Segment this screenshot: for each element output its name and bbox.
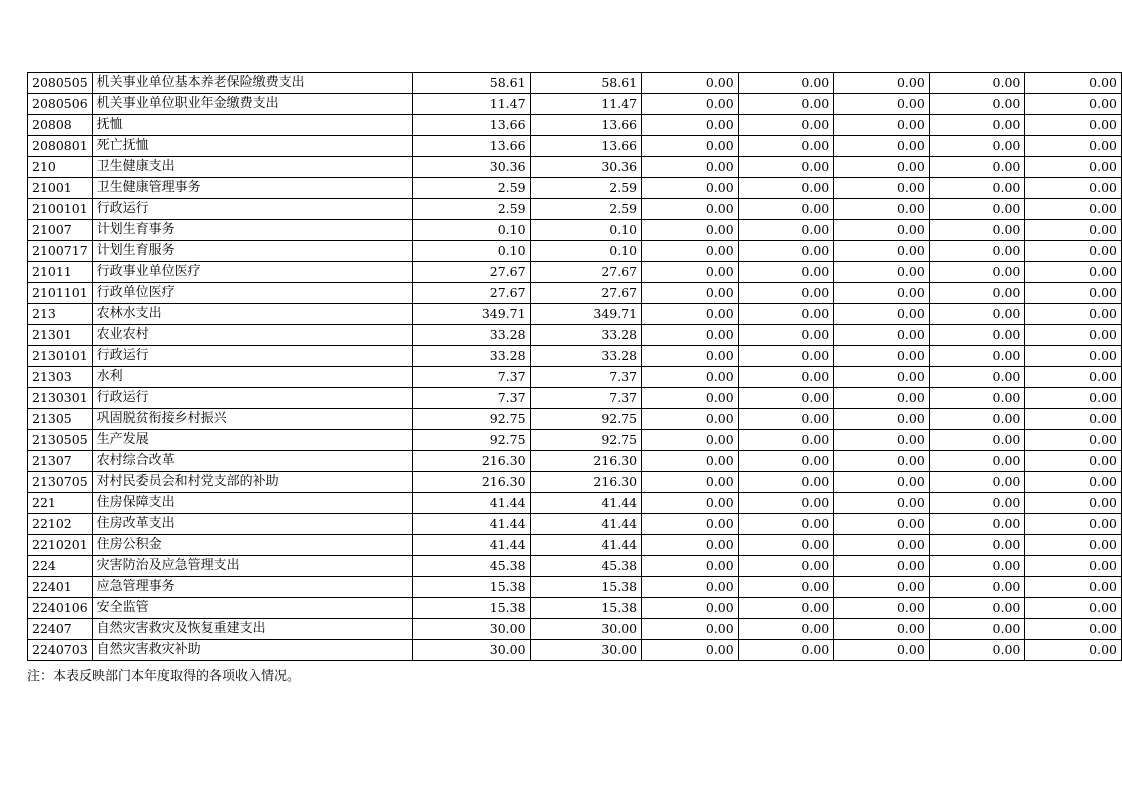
col-3-cell: 0.00 [642,514,739,535]
total-cell: 0.10 [413,241,530,262]
col-3-cell: 0.00 [642,115,739,136]
col-4-cell: 0.00 [738,136,834,157]
col-7-cell: 0.00 [1025,157,1122,178]
fiscal-appropriation-cell: 2.59 [530,199,642,220]
col-3-cell: 0.00 [642,346,739,367]
col-7-cell: 0.00 [1025,94,1122,115]
subject-name-cell: 卫生健康管理事务 [92,178,412,199]
col-4-cell: 0.00 [738,535,834,556]
col-7-cell: 0.00 [1025,640,1122,661]
subject-name-cell: 行政运行 [92,346,412,367]
subject-name-cell: 死亡抚恤 [92,136,412,157]
subject-code-cell: 22102 [28,514,93,535]
col-6-cell: 0.00 [929,73,1025,94]
table-row [28,577,1122,598]
fiscal-appropriation-cell: 0.10 [530,241,642,262]
col-6-cell: 0.00 [929,94,1025,115]
col-6-cell: 0.00 [929,199,1025,220]
col-7-cell: 0.00 [1025,493,1122,514]
col-4-cell: 0.00 [738,514,834,535]
subject-code-cell: 21305 [28,409,93,430]
fiscal-appropriation-cell: 7.37 [530,388,642,409]
table-row [28,388,1122,409]
subject-code-cell: 22407 [28,619,93,640]
col-3-cell: 0.00 [642,241,739,262]
total-cell: 13.66 [413,115,530,136]
subject-name-cell: 自然灾害救灾补助 [92,640,412,661]
table-row [28,556,1122,577]
col-7-cell: 0.00 [1025,409,1122,430]
col-7-cell: 0.00 [1025,430,1122,451]
col-4-cell: 0.00 [738,577,834,598]
subject-name-cell: 对村民委员会和村党支部的补助 [92,472,412,493]
col-4-cell: 0.00 [738,409,834,430]
col-5-cell: 0.00 [834,556,930,577]
table-row [28,409,1122,430]
col-7-cell: 0.00 [1025,388,1122,409]
col-3-cell: 0.00 [642,73,739,94]
col-7-cell: 0.00 [1025,304,1122,325]
subject-name-cell: 灾害防治及应急管理支出 [92,556,412,577]
col-5-cell: 0.00 [834,178,930,199]
col-4-cell: 0.00 [738,73,834,94]
subject-name-cell: 应急管理事务 [92,577,412,598]
subject-name-cell: 计划生育事务 [92,220,412,241]
col-7-cell: 0.00 [1025,535,1122,556]
subject-code-cell: 2130505 [28,430,93,451]
table-row [28,367,1122,388]
table-row [28,325,1122,346]
subject-name-cell: 安全监管 [92,598,412,619]
col-4-cell: 0.00 [738,283,834,304]
table-row [28,199,1122,220]
col-3-cell: 0.00 [642,325,739,346]
subject-code-cell: 2130301 [28,388,93,409]
col-3-cell: 0.00 [642,262,739,283]
col-3-cell: 0.00 [642,94,739,115]
fiscal-appropriation-cell: 13.66 [530,136,642,157]
fiscal-appropriation-cell: 349.71 [530,304,642,325]
col-6-cell: 0.00 [929,262,1025,283]
col-6-cell: 0.00 [929,430,1025,451]
subject-name-cell: 行政事业单位医疗 [92,262,412,283]
total-cell: 30.36 [413,157,530,178]
col-4-cell: 0.00 [738,220,834,241]
table-row [28,178,1122,199]
col-5-cell: 0.00 [834,115,930,136]
subject-name-cell: 水利 [92,367,412,388]
col-5-cell: 0.00 [834,535,930,556]
subject-code-cell: 2240703 [28,640,93,661]
col-4-cell: 0.00 [738,325,834,346]
col-4-cell: 0.00 [738,115,834,136]
col-5-cell: 0.00 [834,283,930,304]
subject-name-cell: 行政运行 [92,388,412,409]
col-6-cell: 0.00 [929,451,1025,472]
col-7-cell: 0.00 [1025,325,1122,346]
fiscal-appropriation-cell: 30.00 [530,619,642,640]
total-cell: 7.37 [413,388,530,409]
col-4-cell: 0.00 [738,157,834,178]
subject-code-cell: 2101101 [28,283,93,304]
subject-code-cell: 21307 [28,451,93,472]
table-row [28,451,1122,472]
fiscal-appropriation-cell: 92.75 [530,430,642,451]
col-6-cell: 0.00 [929,325,1025,346]
col-6-cell: 0.00 [929,115,1025,136]
col-7-cell: 0.00 [1025,199,1122,220]
subject-name-cell: 农业农村 [92,325,412,346]
col-5-cell: 0.00 [834,409,930,430]
col-3-cell: 0.00 [642,157,739,178]
col-5-cell: 0.00 [834,493,930,514]
col-4-cell: 0.00 [738,556,834,577]
col-5-cell: 0.00 [834,346,930,367]
col-5-cell: 0.00 [834,451,930,472]
col-5-cell: 0.00 [834,640,930,661]
col-5-cell: 0.00 [834,241,930,262]
table-row [28,94,1122,115]
col-7-cell: 0.00 [1025,514,1122,535]
subject-code-cell: 22401 [28,577,93,598]
total-cell: 11.47 [413,94,530,115]
subject-name-cell: 住房公积金 [92,535,412,556]
table-row [28,304,1122,325]
total-cell: 30.00 [413,619,530,640]
table-row [28,220,1122,241]
subject-code-cell: 21303 [28,367,93,388]
col-5-cell: 0.00 [834,325,930,346]
table-row [28,346,1122,367]
subject-code-cell: 21001 [28,178,93,199]
col-7-cell: 0.00 [1025,178,1122,199]
col-3-cell: 0.00 [642,136,739,157]
col-6-cell: 0.00 [929,241,1025,262]
col-5-cell: 0.00 [834,262,930,283]
col-5-cell: 0.00 [834,577,930,598]
total-cell: 41.44 [413,514,530,535]
col-3-cell: 0.00 [642,556,739,577]
col-7-cell: 0.00 [1025,136,1122,157]
col-4-cell: 0.00 [738,178,834,199]
col-6-cell: 0.00 [929,472,1025,493]
table-row [28,598,1122,619]
fiscal-appropriation-cell: 216.30 [530,451,642,472]
table-row [28,430,1122,451]
col-6-cell: 0.00 [929,283,1025,304]
fiscal-appropriation-cell: 41.44 [530,514,642,535]
col-6-cell: 0.00 [929,577,1025,598]
subject-code-cell: 2130705 [28,472,93,493]
subject-name-cell: 行政运行 [92,199,412,220]
col-6-cell: 0.00 [929,535,1025,556]
subject-code-cell: 2080506 [28,94,93,115]
col-5-cell: 0.00 [834,514,930,535]
fiscal-appropriation-cell: 30.00 [530,640,642,661]
col-5-cell: 0.00 [834,367,930,388]
total-cell: 33.28 [413,325,530,346]
table-row [28,241,1122,262]
table-row [28,493,1122,514]
col-5-cell: 0.00 [834,430,930,451]
col-6-cell: 0.00 [929,619,1025,640]
subject-name-cell: 卫生健康支出 [92,157,412,178]
table-note: 注：本表反映部门本年度取得的各项收入情况。 [27,669,301,684]
income-table [27,72,1122,661]
subject-code-cell: 2100101 [28,199,93,220]
fiscal-appropriation-cell: 41.44 [530,493,642,514]
col-5-cell: 0.00 [834,598,930,619]
table-row [28,472,1122,493]
col-3-cell: 0.00 [642,199,739,220]
subject-name-cell: 住房保障支出 [92,493,412,514]
col-7-cell: 0.00 [1025,262,1122,283]
col-4-cell: 0.00 [738,262,834,283]
col-7-cell: 0.00 [1025,346,1122,367]
col-6-cell: 0.00 [929,346,1025,367]
subject-name-cell: 农村综合改革 [92,451,412,472]
col-3-cell: 0.00 [642,493,739,514]
subject-code-cell: 221 [28,493,93,514]
total-cell: 216.30 [413,451,530,472]
total-cell: 30.00 [413,640,530,661]
col-4-cell: 0.00 [738,367,834,388]
col-4-cell: 0.00 [738,346,834,367]
col-4-cell: 0.00 [738,388,834,409]
col-7-cell: 0.00 [1025,241,1122,262]
subject-code-cell: 224 [28,556,93,577]
total-cell: 15.38 [413,598,530,619]
subject-code-cell: 2130101 [28,346,93,367]
col-4-cell: 0.00 [738,304,834,325]
fiscal-appropriation-cell: 30.36 [530,157,642,178]
col-5-cell: 0.00 [834,388,930,409]
col-6-cell: 0.00 [929,157,1025,178]
fiscal-appropriation-cell: 92.75 [530,409,642,430]
col-3-cell: 0.00 [642,598,739,619]
col-3-cell: 0.00 [642,367,739,388]
subject-name-cell: 生产发展 [92,430,412,451]
fiscal-appropriation-cell: 15.38 [530,577,642,598]
col-5-cell: 0.00 [834,472,930,493]
total-cell: 33.28 [413,346,530,367]
subject-code-cell: 21007 [28,220,93,241]
subject-code-cell: 21301 [28,325,93,346]
col-6-cell: 0.00 [929,598,1025,619]
col-5-cell: 0.00 [834,157,930,178]
table-row [28,262,1122,283]
col-7-cell: 0.00 [1025,472,1122,493]
col-6-cell: 0.00 [929,556,1025,577]
total-cell: 45.38 [413,556,530,577]
col-6-cell: 0.00 [929,220,1025,241]
total-cell: 15.38 [413,577,530,598]
table-row [28,283,1122,304]
col-7-cell: 0.00 [1025,598,1122,619]
total-cell: 41.44 [413,493,530,514]
col-3-cell: 0.00 [642,220,739,241]
fiscal-appropriation-cell: 33.28 [530,346,642,367]
col-5-cell: 0.00 [834,199,930,220]
fiscal-appropriation-cell: 41.44 [530,535,642,556]
col-3-cell: 0.00 [642,640,739,661]
subject-name-cell: 计划生育服务 [92,241,412,262]
table-row [28,115,1122,136]
total-cell: 7.37 [413,367,530,388]
col-5-cell: 0.00 [834,94,930,115]
col-7-cell: 0.00 [1025,619,1122,640]
col-6-cell: 0.00 [929,178,1025,199]
total-cell: 349.71 [413,304,530,325]
subject-code-cell: 2080505 [28,73,93,94]
col-4-cell: 0.00 [738,472,834,493]
col-3-cell: 0.00 [642,304,739,325]
subject-name-cell: 机关事业单位基本养老保险缴费支出 [92,73,412,94]
subject-name-cell: 抚恤 [92,115,412,136]
table-row [28,73,1122,94]
subject-code-cell: 2080801 [28,136,93,157]
subject-code-cell: 2210201 [28,535,93,556]
total-cell: 0.10 [413,220,530,241]
col-3-cell: 0.00 [642,577,739,598]
col-6-cell: 0.00 [929,304,1025,325]
col-3-cell: 0.00 [642,619,739,640]
col-5-cell: 0.00 [834,619,930,640]
col-4-cell: 0.00 [738,640,834,661]
total-cell: 58.61 [413,73,530,94]
fiscal-appropriation-cell: 33.28 [530,325,642,346]
subject-name-cell: 行政单位医疗 [92,283,412,304]
fiscal-appropriation-cell: 7.37 [530,367,642,388]
col-5-cell: 0.00 [834,304,930,325]
col-7-cell: 0.00 [1025,73,1122,94]
subject-name-cell: 农林水支出 [92,304,412,325]
col-5-cell: 0.00 [834,73,930,94]
fiscal-appropriation-cell: 45.38 [530,556,642,577]
col-6-cell: 0.00 [929,367,1025,388]
col-6-cell: 0.00 [929,514,1025,535]
col-4-cell: 0.00 [738,451,834,472]
col-7-cell: 0.00 [1025,115,1122,136]
col-4-cell: 0.00 [738,199,834,220]
col-4-cell: 0.00 [738,619,834,640]
col-4-cell: 0.00 [738,241,834,262]
fiscal-appropriation-cell: 216.30 [530,472,642,493]
fiscal-appropriation-cell: 27.67 [530,262,642,283]
subject-code-cell: 20808 [28,115,93,136]
col-4-cell: 0.00 [738,94,834,115]
subject-name-cell: 机关事业单位职业年金缴费支出 [92,94,412,115]
subject-code-cell: 210 [28,157,93,178]
col-5-cell: 0.00 [834,136,930,157]
fiscal-appropriation-cell: 0.10 [530,220,642,241]
subject-code-cell: 21011 [28,262,93,283]
subject-code-cell: 213 [28,304,93,325]
col-3-cell: 0.00 [642,451,739,472]
fiscal-appropriation-cell: 13.66 [530,115,642,136]
subject-code-cell: 2100717 [28,241,93,262]
col-3-cell: 0.00 [642,472,739,493]
col-3-cell: 0.00 [642,178,739,199]
subject-code-cell: 2240106 [28,598,93,619]
col-7-cell: 0.00 [1025,451,1122,472]
subject-name-cell: 住房改革支出 [92,514,412,535]
col-6-cell: 0.00 [929,640,1025,661]
col-5-cell: 0.00 [834,220,930,241]
total-cell: 13.66 [413,136,530,157]
col-7-cell: 0.00 [1025,220,1122,241]
col-3-cell: 0.00 [642,283,739,304]
table-row [28,157,1122,178]
income-table-body [28,73,1122,661]
col-3-cell: 0.00 [642,409,739,430]
fiscal-appropriation-cell: 2.59 [530,178,642,199]
total-cell: 27.67 [413,283,530,304]
col-7-cell: 0.00 [1025,283,1122,304]
col-3-cell: 0.00 [642,535,739,556]
col-7-cell: 0.00 [1025,577,1122,598]
total-cell: 2.59 [413,178,530,199]
subject-name-cell: 自然灾害救灾及恢复重建支出 [92,619,412,640]
col-4-cell: 0.00 [738,430,834,451]
fiscal-appropriation-cell: 58.61 [530,73,642,94]
total-cell: 41.44 [413,535,530,556]
total-cell: 92.75 [413,430,530,451]
col-4-cell: 0.00 [738,493,834,514]
col-7-cell: 0.00 [1025,556,1122,577]
col-7-cell: 0.00 [1025,367,1122,388]
fiscal-appropriation-cell: 11.47 [530,94,642,115]
fiscal-appropriation-cell: 15.38 [530,598,642,619]
col-6-cell: 0.00 [929,493,1025,514]
total-cell: 2.59 [413,199,530,220]
col-6-cell: 0.00 [929,409,1025,430]
col-6-cell: 0.00 [929,388,1025,409]
fiscal-appropriation-cell: 27.67 [530,283,642,304]
total-cell: 27.67 [413,262,530,283]
subject-name-cell: 巩固脱贫衔接乡村振兴 [92,409,412,430]
col-4-cell: 0.00 [738,598,834,619]
total-cell: 216.30 [413,472,530,493]
col-6-cell: 0.00 [929,136,1025,157]
table-row [28,640,1122,661]
table-row [28,535,1122,556]
col-3-cell: 0.00 [642,388,739,409]
table-row [28,514,1122,535]
table-row [28,619,1122,640]
table-row [28,136,1122,157]
col-3-cell: 0.00 [642,430,739,451]
total-cell: 92.75 [413,409,530,430]
